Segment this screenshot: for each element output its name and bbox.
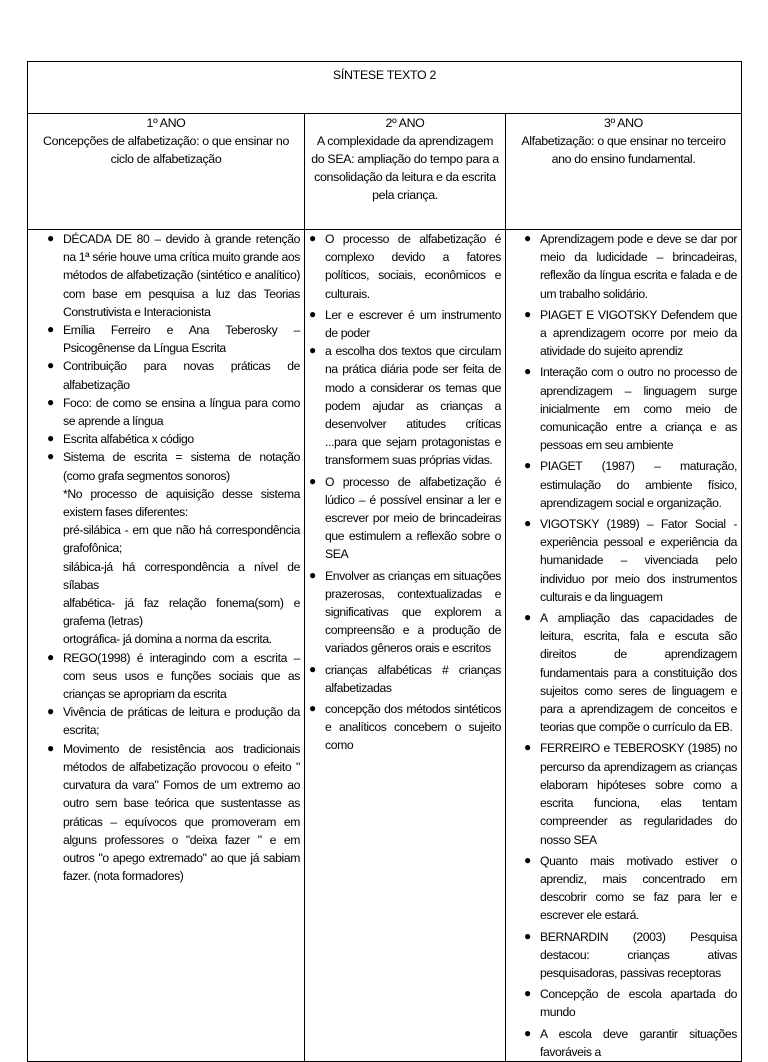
- bullet-icon: ●: [309, 306, 316, 321]
- bullet-list: [506, 230, 741, 1061]
- year-label: 2º ANO: [385, 116, 425, 130]
- list-item: ● O processo de alfabetização é lúdico – é possível ensinar a ler e escrever por meio de brincadeiras que estimulem a reflexão sobre o SEA: [309, 473, 501, 562]
- bullet-icon: ●: [309, 661, 316, 676]
- column-subtitle: Alfabetização: o que ensinar no terceiro ano do ensino fundamental.: [521, 134, 726, 166]
- bullet-icon: ●: [524, 1025, 531, 1040]
- column-content-3: [506, 230, 742, 1062]
- bullet-icon: ●: [47, 358, 54, 373]
- bullet-icon: ●: [47, 449, 54, 464]
- list-item: ● A ampliação das capacidades de leitura, escrita, fala e escuta são direitos de aprendizagem fundamentais para a constituição dos sujeitos como seres de linguagem e para a aprendizagem de conceitos e teorias que compõe o currículo da EB.: [524, 610, 737, 735]
- bullet-icon: ●: [309, 231, 316, 245]
- bullet-icon: ●: [309, 473, 316, 488]
- bullet-list: [305, 230, 505, 755]
- bullet-icon: ●: [47, 704, 54, 719]
- column-content-2: [305, 230, 506, 1062]
- bullet-icon: ●: [47, 322, 54, 337]
- list-item: ● REGO(1998) é interagindo com a escrita – com seus usos e funções sociais que as crianças se apropriam da escrita: [47, 649, 300, 702]
- list-item: ● Movimento de resistência aos tradicionais métodos de alfabetização provocou o efeito " curvatura da vara" Fomos de um extremo ao outro sem base teórica que sustentasse as práticas – equívocos que promoveram em alguns professores o "deixa fazer " e em outros "o apego extremado" ao que já sabiam fazer. (nota formadores): [47, 740, 300, 884]
- bullet-icon: ●: [524, 231, 531, 245]
- bullet-icon: ●: [524, 986, 531, 1001]
- sub-text: ortográfica- já domina a norma da escrita.: [63, 632, 272, 647]
- list-item: ● Interação com o outro no processo de aprendizagem – linguagem surge inicialmente em como meio de comunicação entre a criança e as pessoas em seu ambiente: [524, 364, 737, 453]
- year-label: 3º ANO: [604, 116, 643, 130]
- list-item: ● Vivência de práticas de leitura e produção da escrita;: [47, 704, 300, 738]
- document-title: SÍNTESE TEXTO 2: [28, 62, 742, 114]
- list-item: ● Concepção de escola apartada do mundo: [524, 986, 737, 1020]
- bullet-icon: ●: [524, 928, 531, 943]
- bullet-icon: ●: [47, 431, 54, 446]
- title-row: [28, 62, 742, 114]
- column-content-1: [28, 230, 305, 1062]
- bullet-icon: ●: [524, 306, 531, 321]
- sub-text: pré-silábica - em que não há correspondência grafofônica;: [63, 523, 300, 556]
- header-row: [28, 114, 742, 230]
- bullet-icon: ●: [524, 364, 531, 379]
- bullet-icon: ●: [47, 231, 54, 245]
- sub-text: silábica-já há correspondência a nível de sílabas: [63, 559, 300, 592]
- content-row: [28, 230, 742, 1062]
- bullet-icon: ●: [524, 740, 531, 755]
- list-item: ● Escrita alfabética x código: [47, 431, 194, 447]
- year-label: 1º ANO: [146, 116, 186, 130]
- bullet-icon: ●: [524, 852, 531, 867]
- synthesis-table: [27, 61, 742, 1062]
- list-item: ● Ler e escrever é um instrumento de poder: [309, 306, 501, 341]
- list-item: ● concepção dos métodos sintéticos e analíticos concebem o sujeito como: [309, 701, 501, 753]
- synthesis-document: [27, 61, 741, 1059]
- list-item: ● DÉCADA DE 80 – devido à grande retenção na 1ª série houve uma crítica muito grande aos métodos de alfabetização (sintético e analítico) com base em pesquisa a luz das Teorias Construtivista e Interacionista: [47, 231, 300, 319]
- list-item: ● Aprendizagem pode e deve se dar por meio da ludicidade – brincadeiras, reflexão da língua escrita e falada e de um trabalho solidário.: [524, 231, 737, 301]
- list-item: ● PIAGET (1987) – maturação, estimulação do ambiente físico, aprendizagem social e organização.: [524, 458, 737, 510]
- bullet-icon: ●: [524, 516, 531, 531]
- bullet-icon: ●: [309, 343, 316, 358]
- bullet-icon: ●: [524, 610, 531, 625]
- column-header-1: [28, 114, 305, 230]
- list-item: ● A escola deve garantir situações favoráveis a: [524, 1025, 737, 1059]
- list-item: ● FERREIRO e TEBEROSKY (1985) no percurso da aprendizagem as crianças elaboram hipóteses sobre como a escrita funciona, elas tentam compreender as regularidades do nosso SEA: [524, 740, 737, 847]
- bullet-icon: ●: [309, 567, 316, 582]
- bullet-list: [28, 230, 304, 885]
- list-item: ● Emília Ferreiro e Ana Teberosky – Psicogênense da Língua Escrita: [47, 322, 300, 356]
- list-item: ● Sistema de escrita = sistema de notação (como grafa segmentos sonoros) *No processo de aquisição desse sistema existem fases diferentes: pré-silábica - em que não há correspondência grafofônica; silábica-já há correspondência a nível de sílabas alfabética- já faz relação fonema(som) e grafema (letras) ortográfica- já domina a norma da escrita.: [28, 448, 304, 648]
- bullet-icon: ●: [524, 458, 531, 473]
- list-item: ● a escolha dos textos que circulam na prática diária pode ser feita de modo a considerar os temas que podem ajudar as crianças a desenvolver atitudes críticas ...para que sejam protagonistas e transformem suas próprias vidas.: [309, 343, 501, 468]
- sub-text: alfabética- já faz relação fonema(som) e grafema (letras): [63, 596, 300, 629]
- list-item: ● VIGOTSKY (1989) – Fator Social - experiência pessoal e experiência da humanidade – vivenciada pelo individuo por meio dos instrumentos culturais e da linguagem: [524, 516, 737, 604]
- list-item: ● crianças alfabéticas # crianças alfabetizadas: [309, 661, 501, 695]
- column-header-3: [506, 114, 742, 230]
- bullet-icon: ●: [47, 394, 54, 409]
- bullet-icon: ●: [309, 701, 316, 716]
- list-item: ● Quanto mais motivado estiver o aprendiz, mais concentrado em descobrir como se faz para ler e escrever ele estará.: [524, 852, 737, 923]
- list-item: ● Contribuição para novas práticas de alfabetização: [47, 358, 300, 392]
- column-subtitle: Concepções de alfabetização: o que ensinar no ciclo de alfabetização: [42, 134, 289, 166]
- column-subtitle: A complexidade da aprendizagem do SEA: ampliação do tempo para a consolidação da leitura e da escrita pela criança.: [311, 134, 499, 202]
- column-header-2: [305, 114, 506, 230]
- bullet-icon: ●: [47, 649, 54, 664]
- list-item: ● Envolver as crianças em situações prazerosas, contextualizadas e significativas que explorem a compreensão e a produção de variados gêneros orais e escritos: [309, 567, 501, 656]
- list-item: ● O processo de alfabetização é complexo devido a fatores políticos, sociais, econômicos e culturais.: [309, 231, 501, 301]
- list-item: ● BERNARDIN (2003) Pesquisa destacou: crianças ativas pesquisadoras, passivas receptoras: [524, 928, 737, 980]
- bullet-icon: ●: [47, 740, 54, 755]
- sub-text: *No processo de aquisição desse sistema existem fases diferentes:: [63, 486, 300, 520]
- list-item: ● Foco: de como se ensina a língua para como se aprende a língua: [47, 394, 300, 429]
- list-item: ● PIAGET E VIGOTSKY Defendem que a aprendizagem ocorre por meio da atividade do sujeito aprendiz: [524, 306, 737, 359]
